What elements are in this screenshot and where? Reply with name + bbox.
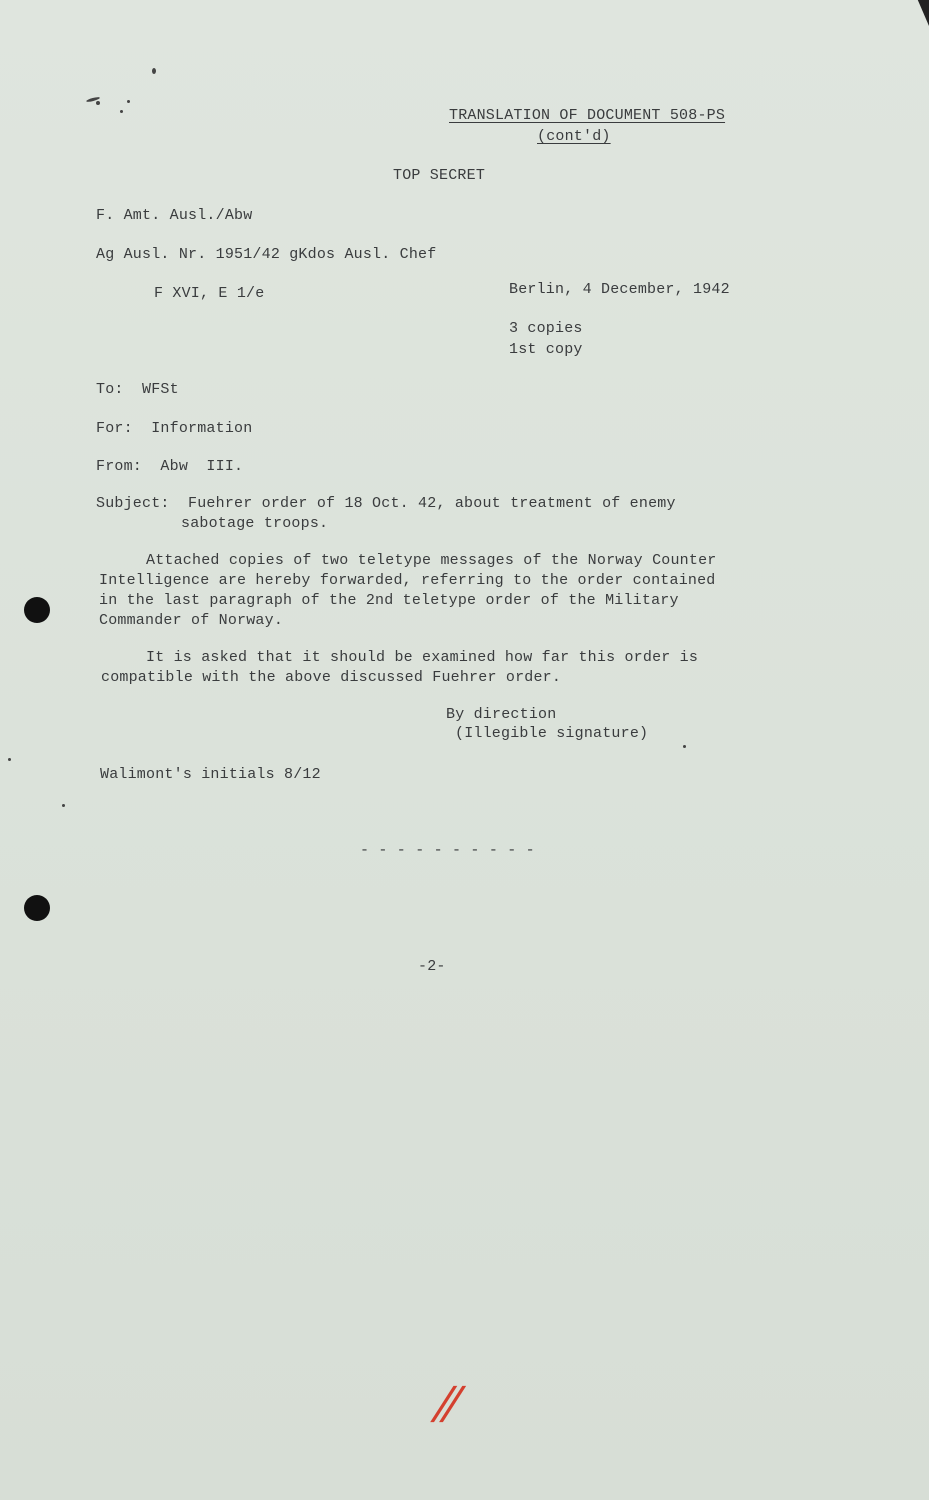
- ink-speck: [120, 110, 123, 113]
- separator-line: - - - - - - - - - -: [360, 842, 535, 859]
- office-line-2: Ag Ausl. Nr. 1951/42 gKdos Ausl. Chef: [96, 246, 437, 263]
- classification-label: TOP SECRET: [393, 167, 486, 184]
- initials-note: Walimont's initials 8/12: [100, 766, 321, 783]
- copies-count: 3 copies: [509, 320, 583, 337]
- signature-line-2: (Illegible signature): [455, 725, 649, 742]
- body-paragraph-1-line-4: Commander of Norway.: [99, 612, 284, 629]
- routing-for: For: Information: [96, 420, 253, 437]
- body-paragraph-2-line-1: It is asked that it should be examined how far this order is: [146, 649, 699, 666]
- ink-speck: [62, 804, 65, 807]
- ink-speck: [152, 68, 156, 74]
- dateline: Berlin, 4 December, 1942: [509, 281, 730, 298]
- ink-speck: [8, 758, 11, 761]
- subject-line-1: Subject: Fuehrer order of 18 Oct. 42, about treatment of enemy: [96, 495, 676, 512]
- body-paragraph-1-line-1: Attached copies of two teletype messages of the Norway Counter: [146, 552, 717, 569]
- body-paragraph-2-line-2: compatible with the above discussed Fuehrer order.: [101, 669, 562, 686]
- handwritten-red-mark: //: [432, 1378, 458, 1429]
- punch-hole-lower: [24, 895, 50, 921]
- routing-from: From: Abw III.: [96, 458, 244, 475]
- ink-speck: [683, 745, 686, 748]
- office-line-1: F. Amt. Ausl./Abw: [96, 207, 253, 224]
- signature-line-1: By direction: [446, 706, 557, 723]
- body-paragraph-1-line-3: in the last paragraph of the 2nd teletype order of the Military: [99, 592, 679, 609]
- routing-to: To: WFSt: [96, 381, 179, 398]
- document-title-continued: (cont'd): [537, 128, 611, 145]
- copy-number: 1st copy: [509, 341, 583, 358]
- page-number: -2-: [418, 958, 446, 975]
- subject-line-2: sabotage troops.: [181, 515, 329, 532]
- document-title: TRANSLATION OF DOCUMENT 508-PS: [449, 107, 726, 124]
- page-corner-shadow: [915, 0, 929, 26]
- ink-speck: [127, 100, 130, 103]
- file-reference: F XVI, E 1/e: [154, 285, 265, 302]
- ink-speck: [96, 101, 100, 105]
- punch-hole-upper: [24, 597, 50, 623]
- body-paragraph-1-line-2: Intelligence are hereby forwarded, referring to the order contained: [99, 572, 716, 589]
